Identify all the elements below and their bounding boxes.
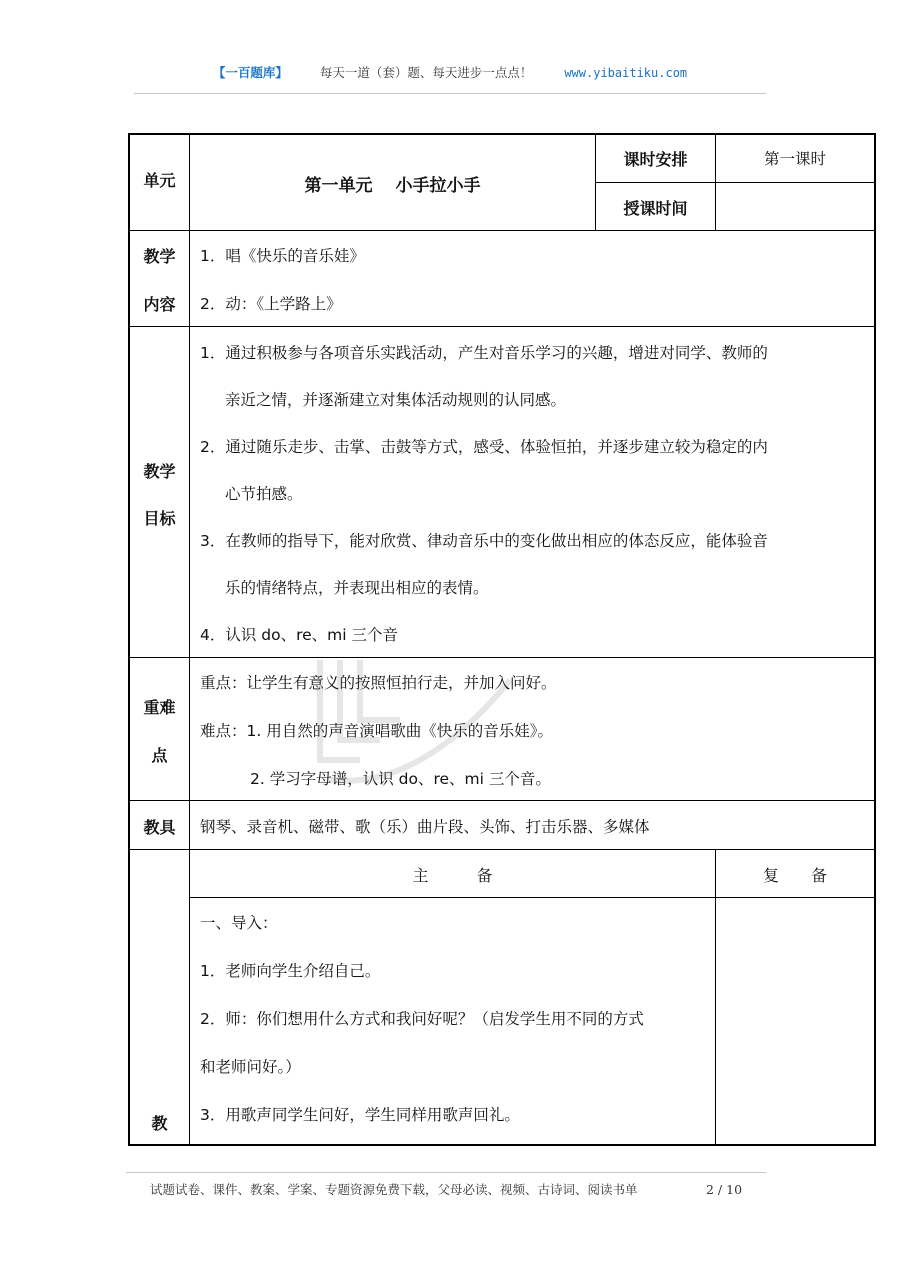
process-line: 一、导入：	[200, 914, 278, 932]
process-line: 2．师：你们想用什么方式和我问好呢？（启发学生用不同的方式	[200, 1010, 644, 1028]
goal-line: 3．在教师的指导下，能对欣赏、律动音乐中的变化做出相应的体态反应，能体验音	[200, 532, 768, 550]
process-line: 1．老师向学生介绍自己。	[200, 962, 381, 980]
footer-divider	[126, 1172, 766, 1173]
process-line: 和老师问好。）	[200, 1058, 301, 1076]
process-label: 教	[151, 1114, 168, 1133]
header-divider	[134, 93, 766, 94]
schedule-label: 课时安排	[623, 150, 688, 169]
key-label-line2: 点	[151, 746, 168, 765]
footer-text: 试题试卷、课件、教案、学案、专题资源免费下载，父母必读、视频、古诗词、阅读书单	[150, 1182, 638, 1197]
page-header	[0, 64, 900, 82]
goal-line: 亲近之情，并逐渐建立对集体活动规则的认同感。	[225, 391, 567, 409]
content-item: 2．动：《上学路上》	[200, 295, 342, 313]
key-line: 难点：1. 用自然的声音演唱歌曲《快乐的音乐娃》。	[200, 722, 553, 740]
main-prep-header: 主 备	[412, 866, 493, 885]
brand-name[interactable]: 【一百题库】	[212, 65, 288, 80]
content-label-line1: 教学	[143, 247, 176, 266]
review-header: 复 备	[762, 866, 827, 885]
goal-line: 心节拍感。	[225, 485, 303, 503]
unit-title: 第一单元 小手拉小手	[304, 176, 481, 196]
goal-line: 2．通过随乐走步、击掌、击鼓等方式，感受、体验恒拍，并逐步建立较为稳定的内	[200, 438, 768, 456]
page-number: 2 / 10	[706, 1182, 743, 1197]
tools-label: 教具	[143, 818, 176, 837]
goal-line: 1．通过积极参与各项音乐实践活动，产生对音乐学习的兴趣，增进对同学、教师的	[200, 344, 768, 362]
key-line: 重点：让学生有意义的按照恒拍行走，并加入问好。	[200, 674, 557, 692]
goals-label-line1: 教学	[143, 462, 176, 481]
key-label-line1: 重难	[143, 698, 176, 717]
schedule-value: 第一课时	[763, 150, 826, 168]
content-label-line2: 内容	[143, 295, 176, 314]
tools-value: 钢琴、录音机、磁带、歌（乐）曲片段、头饰、打击乐器、多媒体	[200, 818, 650, 836]
unit-label: 单元	[143, 171, 176, 190]
key-line: 2. 学习字母谱，认识 do、re、mi 三个音。	[250, 770, 551, 788]
goals-label-line2: 目标	[143, 509, 176, 528]
process-line: 3．用歌声同学生问好，学生同样用歌声回礼。	[200, 1106, 520, 1124]
slogan: 每天一道（套）题、每天进步一点点！	[319, 65, 533, 80]
goal-line: 乐的情绪特点，并表现出相应的表情。	[225, 579, 489, 597]
content-item: 1．唱《快乐的音乐娃》	[200, 247, 365, 265]
time-label: 授课时间	[623, 199, 688, 218]
site-url-link[interactable]: www.yibaitiku.com	[564, 66, 688, 80]
lesson-plan-table	[128, 133, 876, 1146]
page-footer	[150, 1181, 770, 1199]
goal-line: 4．认识 do、re、mi 三个音	[200, 626, 399, 644]
